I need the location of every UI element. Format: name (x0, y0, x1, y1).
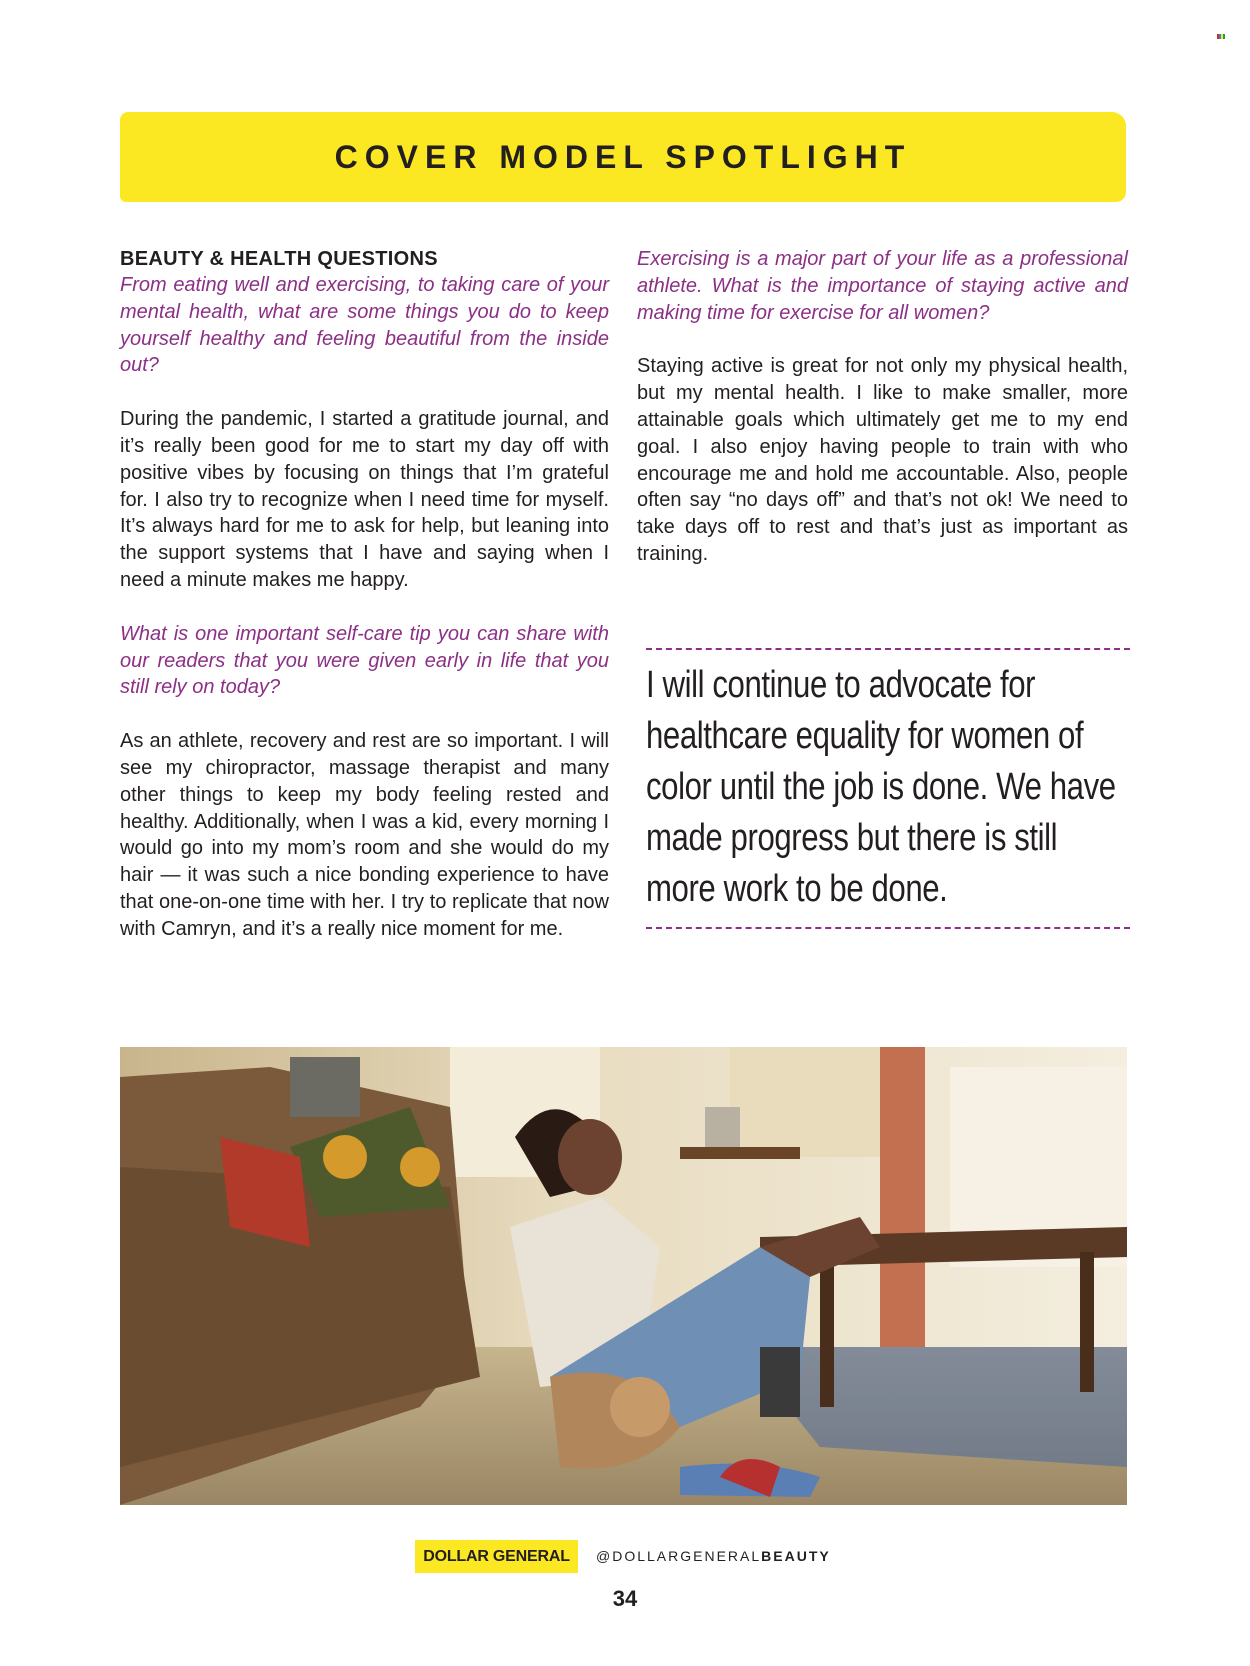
footer (0, 1540, 1250, 1580)
pull-quote (646, 648, 1130, 929)
pull-quote-text: I will continue to advocate for healthcare equality for women of color until the job is done. We have made progress but there is still more work to be done. (646, 664, 1116, 910)
social-handle (596, 1548, 831, 1564)
right-column (637, 246, 1128, 568)
answer-self-care-tip: As an athlete, recovery and rest are so important. I will see my chiropractor, massage therapist and many other things to keep my body feeling rested and healthy. Additionally, when I was a kid, every morning I would go into my mom’s room and she would do my hair — it was such a nice bonding experience to have that one-on-one time with her. I try to replicate that now with Camryn, and it’s a really nice moment for me. (120, 730, 609, 940)
answer-exercise: Staying active is great for not only my physical health, but my mental health. I like to make smaller, more attainable goals which ultimately get me to my end goal. I also enjoy having people to train with who encourage me and hold me accountable. Also, people often say “no days off” and that’s not ok! We need to take days off to rest and that’s just as important as training. (637, 355, 1128, 565)
question-exercise: Exercising is a major part of your life as a professional athlete. What is the importance of staying active and making time for exercise for all women? (637, 248, 1128, 324)
question-self-care-tip: What is one important self-care tip you can share with our readers that you were given early in life that you still rely on today? (120, 622, 609, 699)
social-handle-suffix: BEAUTY (761, 1548, 831, 1564)
article-photo (120, 1047, 1127, 1505)
social-handle-prefix: @DOLLARGENERAL (596, 1548, 762, 1564)
left-column (120, 246, 609, 943)
section-banner (120, 112, 1126, 202)
page-number: 34 (612, 1586, 638, 1611)
banner-title: COVER MODEL SPOTLIGHT (334, 138, 912, 175)
question-healthy-habits: From eating well and exercising, to taking care of your mental health, what are some things you do to keep yourself healthy and feeling beautiful from the inside out? (120, 274, 609, 377)
section-heading: BEAUTY & HEALTH QUESTIONS (120, 248, 438, 270)
answer-healthy-habits: During the pandemic, I started a gratitude journal, and it’s really been good for me to start my day off with positive vibes by focusing on things that I’m grateful for. I also try to recognize when I need time for myself. It’s always hard for me to ask for help, but leaning into the support systems that I have and saying when I need a minute makes me happy. (120, 408, 609, 591)
dollar-general-logo: DOLLAR GENERAL (415, 1540, 578, 1573)
print-registration-mark (1217, 34, 1225, 39)
pull-quote-bottom-rule (646, 927, 1130, 929)
